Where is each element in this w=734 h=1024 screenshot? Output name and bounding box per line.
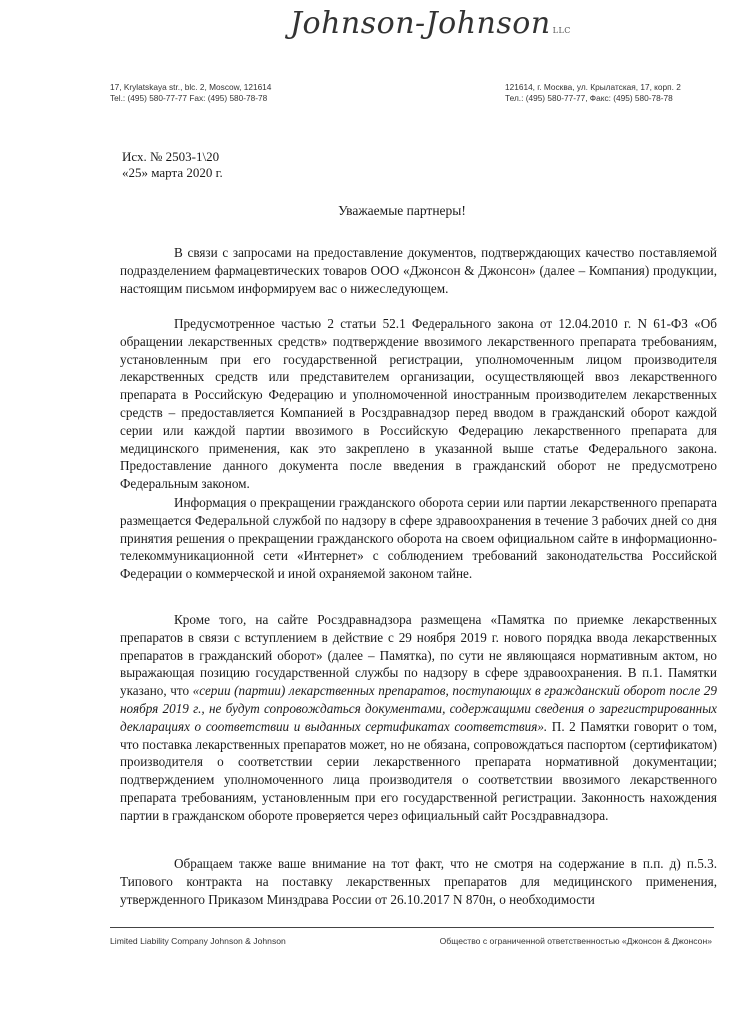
- reference-number: Исх. № 2503-1\20: [122, 149, 220, 164]
- paragraph-4-intro: Кроме того, на сайте Росздравнадзора размещена «Памятка по приемке лекарственных препаратов в связи с вступлением в действие с 29 ноября 2019 г. нового порядка ввода лекарственных препаратов в гражданский оборот» (далее – Памятка), по сути не являющаяся нормативным актом, но выражающая позицию государственной службы по надзору в сфере здравоохранения. В п.1. Памятки указано, что: [120, 612, 717, 699]
- paragraph-2: Предусмотренное частью 2 статьи 52.1 Федерального закона от 12.04.2010 г. N 61-ФЗ «Об обращении лекарственных средств» подтверждение ввозимого лекарственного препарата требованиям, установленным при его государственной регистрации, уполномоченным лицом производителя лекарственных средств или представителем организации, осуществляющей ввоз лекарственного препарата в Российскую Федерацию и уполномоченной иностранным производителем лекарственных средств – предоставляется Компанией в Росздравнадзор перед вводом в гражданский оборот каждой серии или каждой партии ввозимого в Российскую Федерацию лекарственного препарата для медицинского применения, как это закреплено в указанной выше статье Федерального закона. Предоставление данного документа после введения в гражданский оборот не предусмотрено Федеральным законом.: [120, 316, 717, 492]
- address-english-line2: Tel.: (495) 580-77-77 Fax: (495) 580-78-78: [110, 93, 268, 103]
- paragraph-3: Информация о прекращении гражданского оборота серии или партии лекарственного препарата размещается Федеральной службой по надзору в сфере здравоохранения в течение 3 рабочих дней со дня принятия решения о прекращении гражданского оборота на своем официальном сайте в информационно-телекоммуникационной сети «Интернет» с соблюдением требований законодательства Российской Федерации о коммерческой и иной охраняемой законом тайне.: [120, 495, 717, 582]
- paragraph-4: [120, 611, 717, 825]
- logo-suffix: LLC: [552, 26, 571, 35]
- address-russian: [505, 82, 681, 104]
- outgoing-reference: [122, 149, 223, 181]
- footer-company-russian: Общество с ограниченной ответственностью «Джонсон & Джонсон»: [439, 936, 712, 946]
- footer-company-english: Limited Liability Company Johnson & Johnson: [110, 936, 286, 946]
- paragraph-5: Обращаем также ваше внимание на тот факт, что не смотря на содержание в п.п. д) п.5.3. Типового контракта на поставку лекарственных препаратов для медицинского применения, утвержденного Приказом Минздрава России от 26.10.2017 N 870н, о необходимости: [120, 856, 717, 907]
- address-english: [110, 82, 271, 104]
- address-russian-line1: 121614, г. Москва, ул. Крылатская, 17, корп. 2: [505, 82, 681, 92]
- address-english-line1: 17, Krylatskaya str., blc. 2, Moscow, 121614: [110, 82, 272, 92]
- paragraph-4-quote: «серии (партии) лекарственных препаратов, поступающих в гражданский оборот после 29 ноября 2019 г., не будут сопровождаться документами, содержащими сведения о зарегистрированных декларациях о соответствии и выданных сертификатах соответствия».: [120, 683, 717, 734]
- logo-text: Johnson-Johnson: [290, 6, 551, 41]
- footer-divider: [110, 927, 714, 928]
- paragraph-1: В связи с запросами на предоставление документов, подтверждающих качество поставляемой подразделением фармацевтических товаров ООО «Джонсон & Джонсон» (далее – Компания) продукции, настоящим письмом информируем вас о нижеследующем.: [120, 245, 717, 296]
- reference-date: «25» марта 2020 г.: [122, 165, 223, 180]
- address-russian-line2: Тел.: (495) 580-77-77, Факс: (495) 580-78-78: [505, 93, 673, 103]
- greeting: Уважаемые партнеры!: [338, 203, 466, 218]
- company-logo: [290, 6, 571, 41]
- paragraph-4-rest: П. 2 Памятки говорит о том, что поставка лекарственных препаратов может, но не обязана, сопровождаться паспортом (сертификатом) производителя о соответствии серии лекарственного препарата нормативной документации; подтверждением уполномоченного лица производителя о соответствии ввозимого лекарственного препарата требованиям, установленным при его государственной регистрации. Законность нахождения партии в гражданском обороте проверяется через официальный сайт Росздравнадзора.: [120, 718, 717, 823]
